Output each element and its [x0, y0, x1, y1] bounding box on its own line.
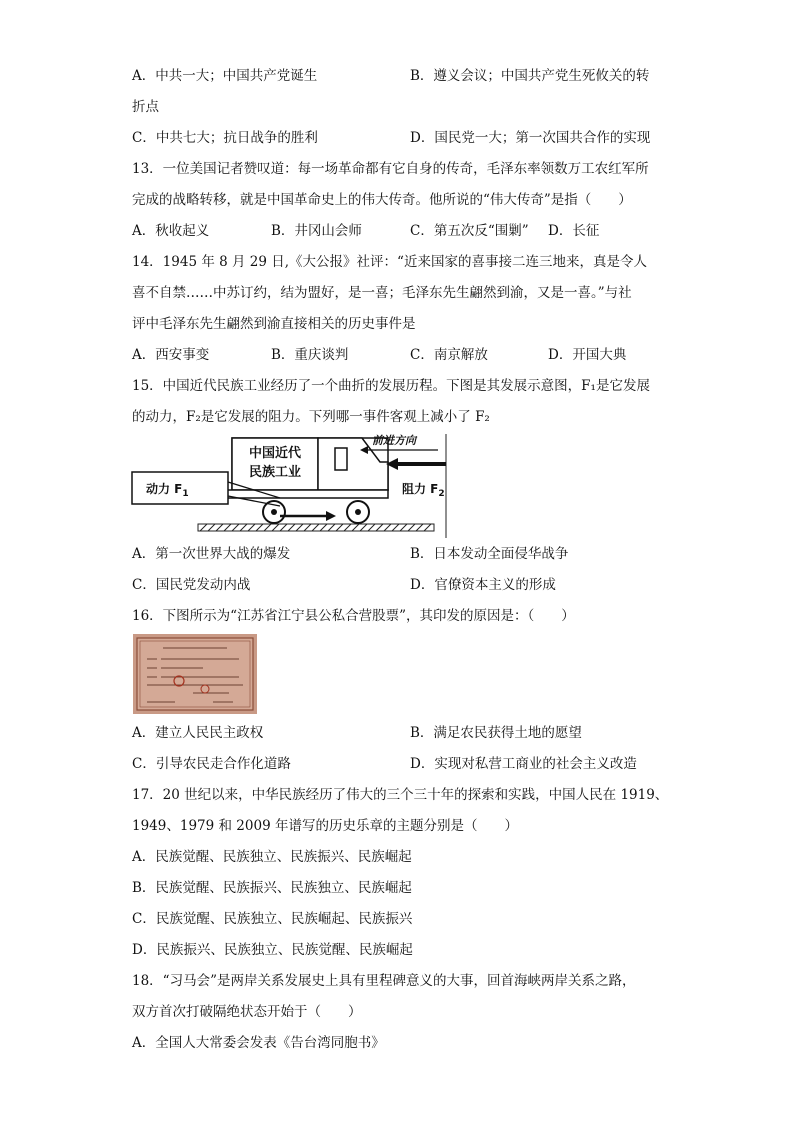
q17-stem-line2: 1949、1979 和 2009 年谱写的历史乐章的主题分别是（ ） — [132, 818, 518, 834]
q13-stem-line2: 完成的战略转移，就是中国革命史上的伟大传奇。他所说的“伟大传奇”是指（ ） — [132, 192, 632, 208]
q17-stem-line1: 17．20 世纪以来，中华民族经历了伟大的三个三十年的探索和实践，中国人民在 1919、 — [132, 787, 669, 803]
joint-venture-stock-certificate-image — [133, 634, 257, 714]
q15-option-c[interactable]: C．国民党发动内战 — [132, 577, 251, 593]
q15-stem-line1: 15．中国近代民族工业经历了一个曲折的发展历程。下图是其发展示意图，F₁是它发展 — [132, 378, 650, 394]
q15-option-b[interactable]: B．日本发动全面侵华战争 — [410, 546, 569, 562]
q18-option-a[interactable]: A．全国人大常委会发表《告台湾同胞书》 — [132, 1035, 385, 1051]
force-diagram-figure — [130, 432, 450, 540]
q12-option-d[interactable]: D．国民党一大；第一次国共合作的实现 — [410, 130, 651, 146]
q12-option-a[interactable]: A．中共一大；中国共产党诞生 — [132, 68, 318, 84]
forward-direction-label: 前进方向 — [372, 434, 416, 447]
q17-option-c[interactable]: C．民族觉醒、民族独立、民族崛起、民族振兴 — [132, 911, 413, 927]
q14-option-d[interactable]: D．开国大典 — [548, 347, 627, 363]
cargo-label-line1: 中国近代 — [248, 446, 302, 461]
q16-option-b[interactable]: B．满足农民获得土地的愿望 — [410, 725, 582, 741]
q14-option-a[interactable]: A．西安事变 — [132, 347, 210, 363]
q16-option-d[interactable]: D．实现对私营工商业的社会主义改造 — [410, 756, 637, 772]
q14-stem-line2: 喜不自禁……中苏订约，结为盟好，是一喜；毛泽东先生翩然到渝，又是一喜。”与社 — [132, 285, 632, 301]
q12-option-b[interactable]: B．遵义会议；中国共产党生死攸关的转 — [410, 68, 650, 84]
q13-stem-line1: 13．一位美国记者赞叹道：每一场革命都有它自身的传奇，毛泽东率领数万工农红军所 — [132, 161, 649, 177]
q14-option-c[interactable]: C．南京解放 — [410, 347, 488, 363]
q15-option-d[interactable]: D．官僚资本主义的形成 — [410, 577, 556, 593]
q17-option-d[interactable]: D．民族振兴、民族独立、民族觉醒、民族崛起 — [132, 942, 413, 958]
q14-stem-line1: 14．1945 年 8 月 29 日,《大公报》社评：“近来国家的喜事接二连三地来，真是令人 — [132, 254, 647, 270]
q12-option-c[interactable]: C．中共七大；抗日战争的胜利 — [132, 130, 318, 146]
q18-stem-line1: 18．“习马会”是两岸关系发展史上具有里程碑意义的大事，回首海峡两岸关系之路， — [132, 973, 636, 989]
force2-label: 阻力 $F_2$ — [402, 482, 445, 499]
truck-window — [335, 448, 347, 470]
q14-stem-line3: 评中毛泽东先生翩然到渝直接相关的历史事件是 — [132, 316, 416, 332]
truck-chassis — [212, 490, 388, 498]
q13-option-a[interactable]: A．秋收起义 — [132, 223, 210, 239]
q18-stem-line2: 双方首次打破隔绝状态开始于（ ） — [132, 1004, 362, 1020]
cargo-label-line2: 民族工业 — [248, 465, 302, 480]
q15-option-a[interactable]: A．第一次世界大战的爆发 — [132, 546, 291, 562]
q16-option-c[interactable]: C．引导农民走合作化道路 — [132, 756, 291, 772]
q16-stem-line1: 16．下图所示为“江苏省江宁县公私合营股票”，其印发的原因是：（ ） — [132, 608, 575, 624]
truck-wheel-front — [347, 501, 369, 523]
q16-option-a[interactable]: A．建立人民民主政权 — [132, 725, 264, 741]
force1-arrow-head — [326, 511, 336, 521]
q14-option-b[interactable]: B．重庆谈判 — [271, 347, 349, 363]
ground-hatch — [198, 524, 434, 531]
q13-option-b[interactable]: B．井冈山会师 — [271, 223, 362, 239]
q17-option-a[interactable]: A．民族觉醒、民族独立、民族振兴、民族崛起 — [132, 849, 412, 865]
q13-option-c[interactable]: C．第五次反“围剿” — [410, 223, 529, 239]
q13-option-d[interactable]: D．长征 — [548, 223, 600, 239]
q12-option-b-continued: 折点 — [132, 99, 159, 115]
q17-option-b[interactable]: B．民族觉醒、民族振兴、民族独立、民族崛起 — [132, 880, 412, 896]
force1-label: 动力 $F_1$ — [146, 482, 189, 499]
q15-stem-line2: 的动力，F₂是它发展的阻力。下列哪一事件客观上减小了 F₂ — [132, 409, 490, 425]
